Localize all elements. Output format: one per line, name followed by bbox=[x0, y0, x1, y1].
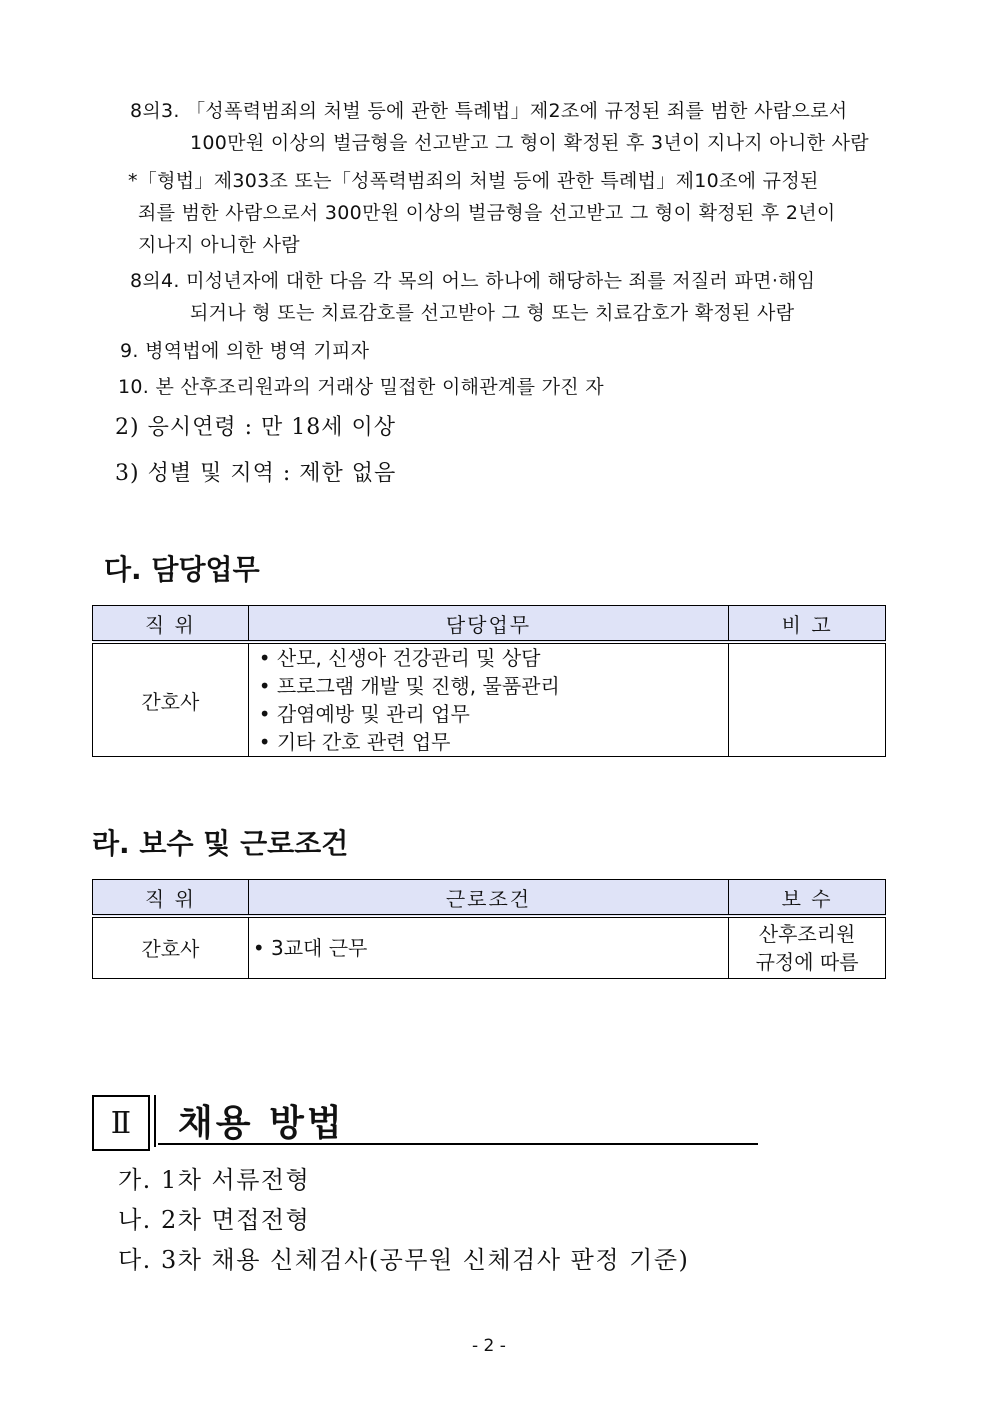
note-line2: 죄를 범한 사람으로서 300만원 이상의 벌금형을 선고받고 그 형이 확정된 후 2년이 bbox=[138, 202, 836, 224]
header-note: 비 고 bbox=[729, 606, 886, 643]
item-8-3-line2: 100만원 이상의 벌금형을 선고받고 그 형이 확정된 후 3년이 지나지 아니한 사람 bbox=[190, 132, 869, 154]
age-requirement: 2) 응시연령 : 만 18세 이상 bbox=[115, 415, 396, 440]
pay-line-2: 규정에 따름 bbox=[755, 949, 859, 974]
position-cell: 간호사 bbox=[93, 642, 249, 757]
pay-cell bbox=[729, 916, 886, 978]
duties-table bbox=[92, 605, 886, 757]
item-10: 10. 본 산후조리원과의 거래상 밀접한 이해관계를 가진 자 bbox=[118, 376, 604, 398]
page-number: - 2 - bbox=[472, 1336, 506, 1356]
section-title: 채용 방법 bbox=[178, 1103, 345, 1144]
section-underline bbox=[158, 1143, 758, 1145]
step-2: 나. 2차 면접전형 bbox=[118, 1206, 311, 1234]
duty-item: • 기타 간호 관련 업무 bbox=[258, 730, 451, 754]
step-3: 다. 3차 채용 신체검사(공무원 신체검사 판정 기준) bbox=[118, 1246, 690, 1274]
duties-cell bbox=[248, 642, 729, 757]
condition-cell: • 3교대 근무 bbox=[248, 916, 728, 978]
position-cell: 간호사 bbox=[93, 916, 249, 978]
item-8-4-line2: 되거나 형 또는 치료감호를 선고받아 그 형 또는 치료감호가 확정된 사람 bbox=[190, 302, 795, 324]
table-row bbox=[93, 916, 886, 978]
duties-heading: 다. 담당업무 bbox=[104, 553, 260, 586]
table-row bbox=[93, 642, 886, 757]
item-9: 9. 병역법에 의한 병역 기피자 bbox=[120, 340, 370, 362]
item-8-4-line1: 8의4. 미성년자에 대한 다음 각 목의 어느 하나에 해당하는 죄를 저질러 파면·해임 bbox=[130, 270, 816, 292]
pay-header-row bbox=[93, 880, 886, 917]
header-condition: 근로조건 bbox=[248, 880, 728, 917]
gender-region-requirement: 3) 성별 및 지역 : 제한 없음 bbox=[115, 461, 397, 486]
duties-header-row bbox=[93, 606, 886, 643]
header-position: 직 위 bbox=[93, 880, 249, 917]
section-divider bbox=[154, 1095, 156, 1147]
note-line3: 지나지 아니한 사람 bbox=[138, 234, 300, 256]
section-number-box bbox=[92, 1095, 150, 1151]
note-cell bbox=[729, 642, 886, 757]
step-1: 가. 1차 서류전형 bbox=[118, 1166, 311, 1194]
pay-line-1: 산후조리원 bbox=[758, 921, 856, 946]
item-8-3-line1: 8의3. 「성폭력범죄의 처벌 등에 관한 특례법」제2조에 규정된 죄를 범한 사람으로서 bbox=[130, 100, 848, 122]
header-position: 직 위 bbox=[93, 606, 249, 643]
header-pay: 보 수 bbox=[729, 880, 886, 917]
pay-table bbox=[92, 879, 886, 979]
pay-heading: 라. 보수 및 근로조건 bbox=[92, 827, 349, 860]
header-duties: 담당업무 bbox=[248, 606, 729, 643]
note-line1: *「형법」제303조 또는「성폭력범죄의 처벌 등에 관한 특례법」제10조에 규정된 bbox=[128, 170, 819, 192]
duty-item: • 프로그램 개발 및 진행, 물품관리 bbox=[258, 674, 560, 698]
duty-item: • 감염예방 및 관리 업무 bbox=[258, 702, 470, 726]
duty-item: • 산모, 신생아 건강관리 및 상담 bbox=[258, 646, 541, 670]
section-roman-numeral: Ⅱ bbox=[110, 1105, 132, 1141]
